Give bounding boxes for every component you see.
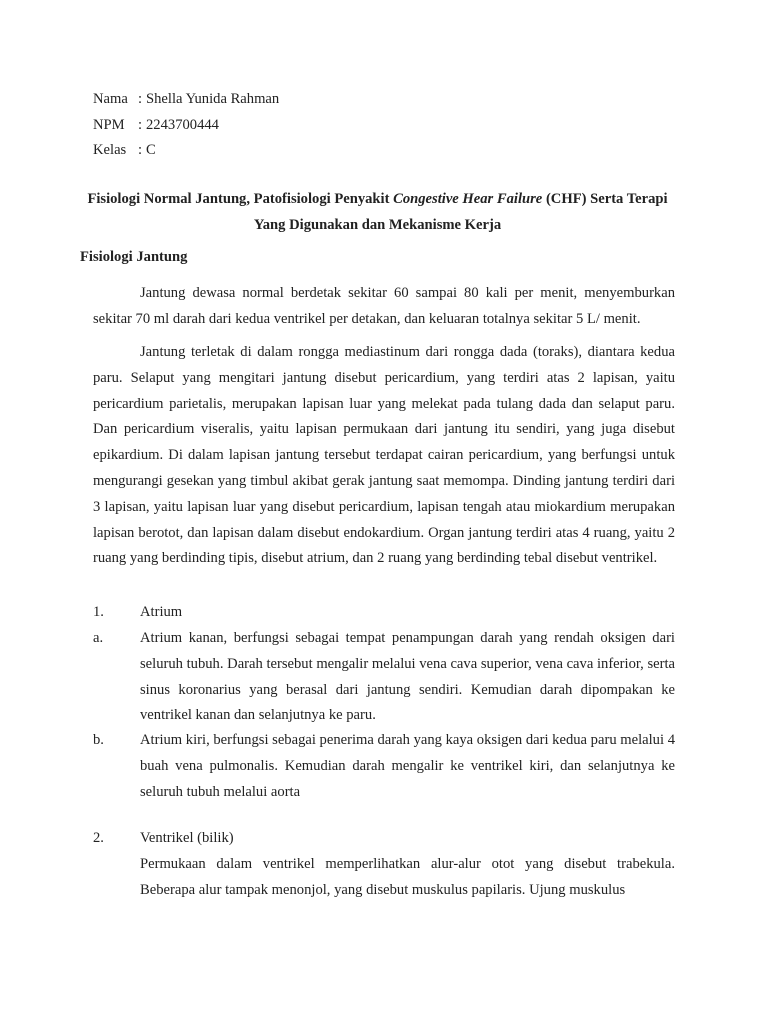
paragraph-1: Jantung dewasa normal berdetak sekitar 60 sampai 80 kali per menit, menyemburkan sekitar 70 ml darah dari kedua ventrikel per detakan, dan keluaran totalnya sekitar 5 L/ menit.: [93, 285, 675, 327]
list-subitem-a: [93, 626, 675, 729]
student-info: [93, 87, 279, 164]
title-italic: Congestive Hear Failure: [393, 191, 543, 207]
npm-separator: :: [138, 116, 143, 133]
class-separator: :: [138, 142, 143, 158]
list-marker: 1.: [93, 604, 104, 620]
name-value: Shella Yunida Rahman: [146, 91, 280, 107]
npm-label: NPM: [93, 116, 125, 133]
title-part-1: Fisiologi Normal Jantung, Patofisiologi Penyakit: [87, 191, 394, 207]
list-item-text: Atrium kiri, berfungsi sebagai penerima darah yang kaya oksigen dari kedua paru melalui 4 buah vena pulmonalis. Kemudian darah mengalir ke ventrikel kiri, dan selanjutnya ke seluruh tubuh melalui aorta: [140, 732, 675, 800]
list-item-atrium: [93, 600, 675, 626]
list-subitem-b: [93, 728, 675, 805]
list-item-text: Atrium: [140, 604, 183, 620]
class-value: C: [146, 142, 156, 158]
section-heading: Fisiologi Jantung: [80, 249, 188, 265]
student-npm-row: [93, 113, 279, 139]
list-marker: a.: [93, 630, 104, 646]
name-label: Nama: [93, 91, 128, 107]
list-marker: b.: [93, 732, 104, 748]
npm-value: 2243700444: [146, 116, 219, 133]
document-title: [80, 186, 675, 238]
list-item-body: Permukaan dalam ventrikel memperlihatkan alur-alur otot yang disebut trabekula. Beberapa alur tampak menonjol, yang disebut muskulus papilaris. Ujung muskulus: [140, 855, 675, 898]
list-item-text: Atrium kanan, berfungsi sebagai tempat penampungan darah yang rendah oksigen dari seluruh tubuh. Darah tersebut mengalir melalui vena cava superior, vena cava inferior, serta sinus koronarius yang berasal dari jantung sendiri. Kemudian darah dipompakan ke ventrikel kanan dan selanjutnya ke paru.: [140, 630, 675, 724]
name-separator: :: [138, 91, 143, 107]
student-class-row: [93, 138, 279, 164]
list-item-text: Ventrikel (bilik): [140, 830, 234, 846]
list-item-ventrikel: [93, 826, 675, 903]
student-name-row: [93, 87, 279, 113]
class-label: Kelas: [93, 142, 127, 158]
list-marker: 2.: [93, 830, 104, 846]
paragraph-2: Jantung terletak di dalam rongga mediastinum dari rongga dada (toraks), diantara kedua paru. Selaput yang mengitari jantung disebut pericardium, yang terdiri atas 2 lapisan, yaitu pericardium parietalis, merupakan lapisan luar yang melekat pada tulang dada dan selaput paru. Dan pericardium viseralis, yaitu lapisan permukaan dari jantung itu sendiri, yang juga disebut epikardium. Di dalam lapisan jantung tersebut terdapat cairan pericardium, yang berfungsi untuk mengurangi gesekan yang timbul akibat gerak jantung saat memompa. Dinding jantung terdiri dari 3 lapisan, yaitu lapisan luar yang disebut pericardium, lapisan tengah atau miokardium merupakan lapisan berotot, dan lapisan dalam disebut endokardium. Organ jantung terdiri atas 4 ruang, yaitu 2 ruang yang berdinding tipis, disebut atrium, dan 2 ruang yang berdinding tebal disebut ventrikel.: [93, 344, 675, 567]
title-part-2: (CHF) Serta Terapi Yang Digunakan dan Mekanisme Kerja: [253, 191, 668, 233]
